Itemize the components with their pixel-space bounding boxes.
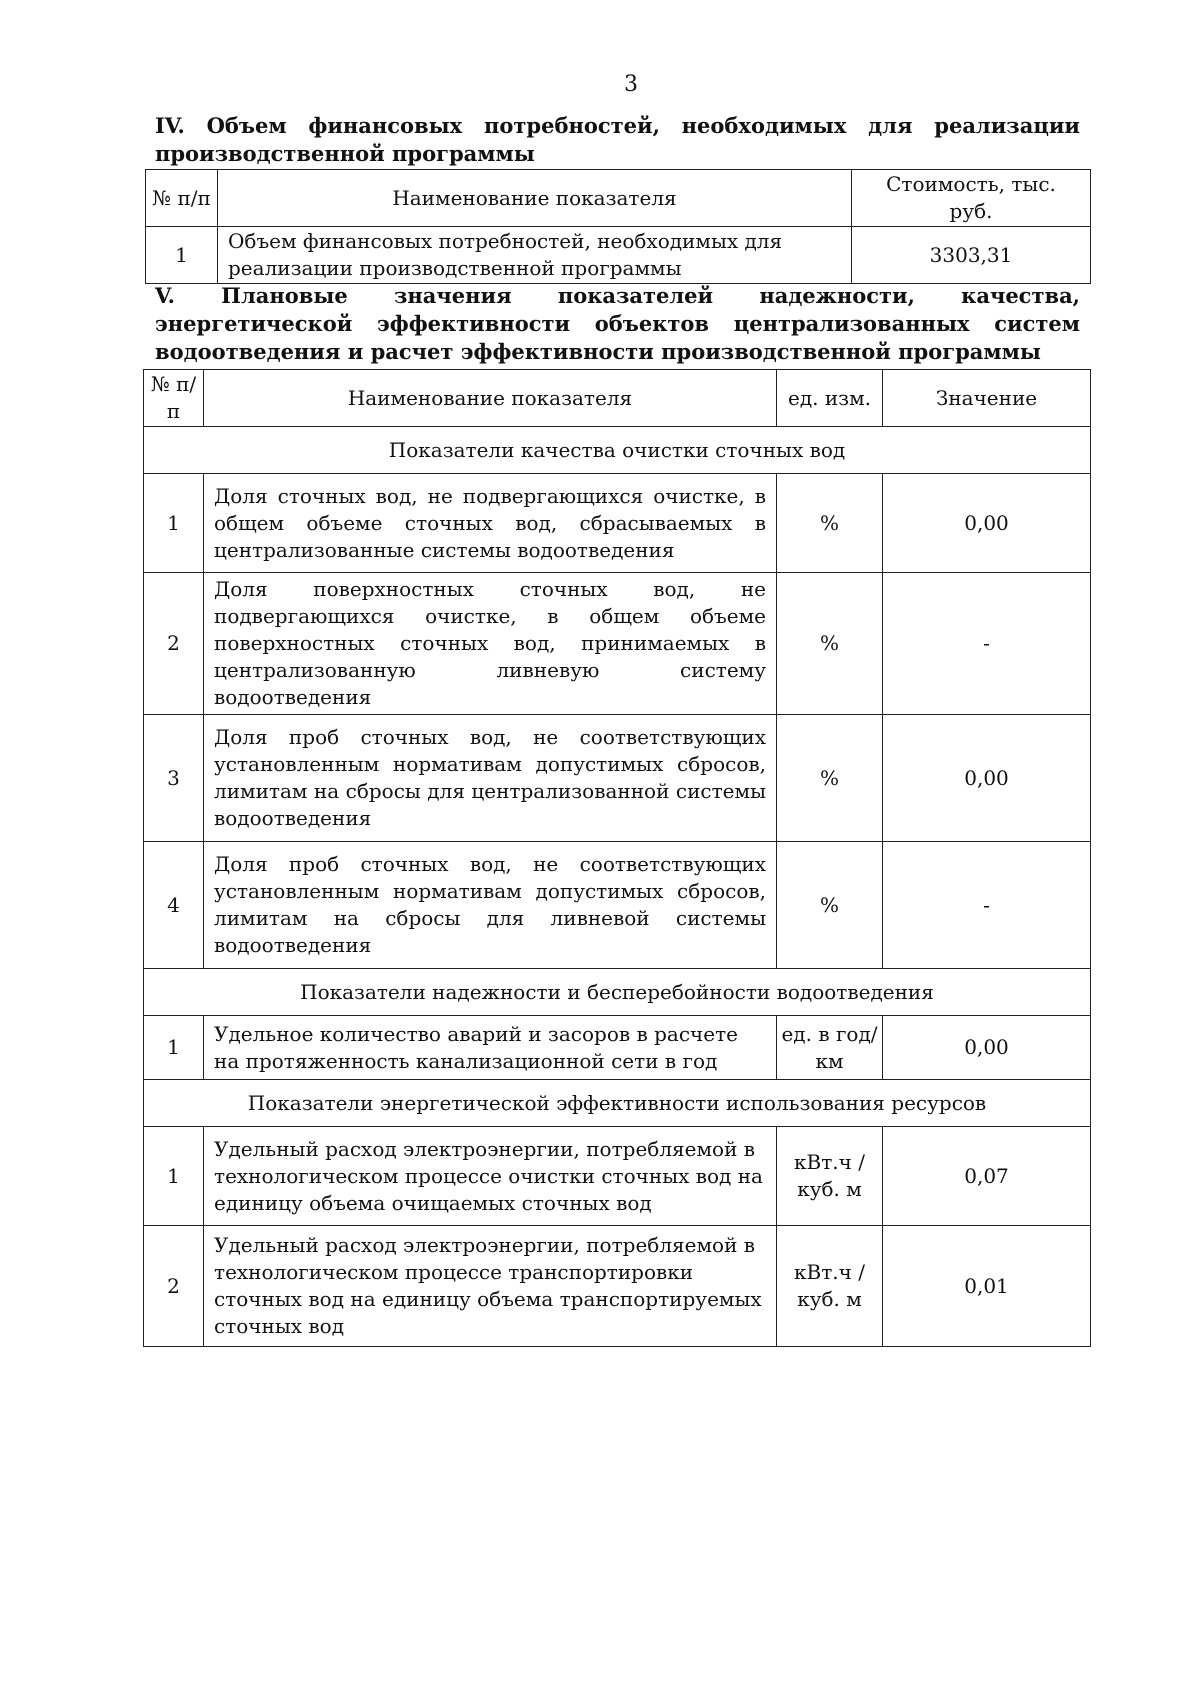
header-name: Наименование показателя [218, 170, 852, 227]
row-unit: % [777, 474, 883, 573]
table-row [144, 1016, 1091, 1080]
header-cost: Стоимость, тыс. руб. [852, 170, 1091, 227]
row-num: 1 [146, 227, 218, 284]
header-num: № п/п [144, 370, 204, 427]
header-value: Значение [883, 370, 1091, 427]
table-row [144, 573, 1091, 715]
section-iv-title: IV. Объем финансовых потребностей, необходимых для реализации производственной программы [155, 113, 1080, 166]
row-unit: % [777, 715, 883, 842]
row-name: Удельный расход электроэнергии, потребляемой в технологическом процессе очистки сточных вод на единицу объема очищаемых сточных вод [204, 1127, 777, 1226]
group-title-reliability: Показатели надежности и бесперебойности водоотведения [144, 969, 1091, 1016]
group-title-energy: Показатели энергетической эффективности использования ресурсов [144, 1080, 1091, 1127]
header-num: № п/п [146, 170, 218, 227]
indicators-table [143, 369, 1091, 1347]
row-unit: % [777, 842, 883, 969]
financial-needs-table [145, 169, 1091, 284]
row-value: - [883, 842, 1091, 969]
row-num: 2 [144, 1226, 204, 1347]
row-value: 0,00 [883, 715, 1091, 842]
row-cost: 3303,31 [852, 227, 1091, 284]
row-name: Объем финансовых потребностей, необходимых для реализации производственной программы [218, 227, 852, 284]
row-num: 1 [144, 474, 204, 573]
table-header-row [144, 370, 1091, 427]
row-name: Удельный расход электроэнергии, потребляемой в технологическом процессе транспортировки сточных вод на единицу объема транспортируемых сточных вод [204, 1226, 777, 1347]
page-number: 3 [624, 72, 638, 97]
header-unit: ед. изм. [777, 370, 883, 427]
group-title-quality: Показатели качества очистки сточных вод [144, 427, 1091, 474]
group-header-row [144, 427, 1091, 474]
header-name: Наименование показателя [204, 370, 777, 427]
row-name: Доля проб сточных вод, не соответствующих установленным нормативам допустимых сбросов, лимитам на сбросы для ливневой системы водоотведения [204, 842, 777, 969]
row-num: 4 [144, 842, 204, 969]
table-row [144, 474, 1091, 573]
table-row [144, 1127, 1091, 1226]
group-header-row [144, 1080, 1091, 1127]
table-row [146, 227, 1091, 284]
group-header-row [144, 969, 1091, 1016]
row-name: Доля сточных вод, не подвергающихся очистке, в общем объеме сточных вод, сбрасываемых в централизованные системы водоотведения [204, 474, 777, 573]
row-unit: кВт.ч / куб. м [777, 1127, 883, 1226]
row-value: 0,07 [883, 1127, 1091, 1226]
row-num: 2 [144, 573, 204, 715]
row-value: 0,00 [883, 474, 1091, 573]
table-row [144, 715, 1091, 842]
row-value: 0,00 [883, 1016, 1091, 1080]
table-row [144, 842, 1091, 969]
row-num: 1 [144, 1016, 204, 1080]
table-header-row [146, 170, 1091, 227]
row-num: 3 [144, 715, 204, 842]
row-name: Удельное количество аварий и засоров в расчете на протяженность канализационной сети в год [204, 1016, 777, 1080]
row-value: 0,01 [883, 1226, 1091, 1347]
section-v-title: V. Плановые значения показателей надежности, качества, энергетической эффективности объектов централизованных систем водоотведения и расчет эффективности производственной программы [155, 283, 1080, 364]
row-unit: % [777, 573, 883, 715]
row-value: - [883, 573, 1091, 715]
row-unit: ед. в год/ км [777, 1016, 883, 1080]
row-name: Доля проб сточных вод, не соответствующих установленным нормативам допустимых сбросов, лимитам на сбросы для централизованной системы водоотведения [204, 715, 777, 842]
table-row [144, 1226, 1091, 1347]
row-num: 1 [144, 1127, 204, 1226]
row-name: Доля поверхностных сточных вод, не подвергающихся очистке, в общем объеме поверхностных сточных вод, принимаемых в централизованную ливневую систему водоотведения [204, 573, 777, 715]
row-unit: кВт.ч / куб. м [777, 1226, 883, 1347]
